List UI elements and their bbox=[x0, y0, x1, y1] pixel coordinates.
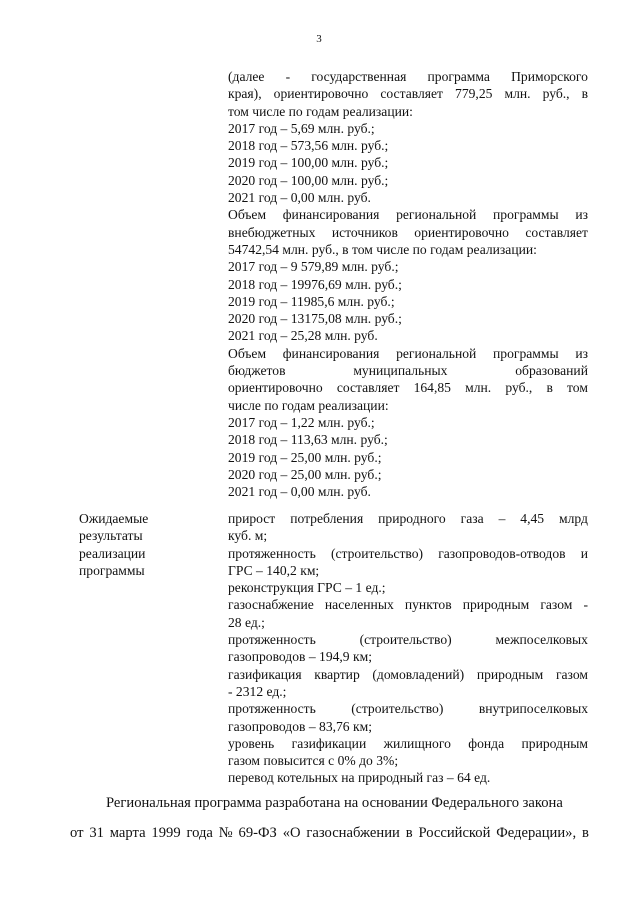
funding-section bbox=[228, 68, 588, 500]
page-number: 3 bbox=[316, 33, 322, 45]
funding-line: 2017 год – 9 579,89 млн. руб.; bbox=[228, 259, 399, 275]
funding-line: 54742,54 млн. руб., в том числе по годам реализации: bbox=[228, 241, 537, 257]
funding-line: края), ориентировочно составляет 779,25 млн. руб., в bbox=[228, 86, 588, 102]
funding-line: том числе по годам реализации: bbox=[228, 103, 413, 119]
results-line: газификация квартир (домовладений) природным газом bbox=[228, 666, 588, 682]
results-line: уровень газификации жилищного фонда природным bbox=[228, 735, 588, 751]
results-label-line: программы bbox=[79, 562, 145, 578]
results-line: газоснабжение населенных пунктов природным газом - bbox=[228, 597, 588, 613]
results-line: протяженность (строительство) внутрипоселковых bbox=[228, 701, 588, 717]
funding-line: бюджетов муниципальных образований bbox=[228, 363, 588, 379]
paragraph-line: от 31 марта 1999 года № 69-ФЗ «О газоснабжении в Российской Федерации», в bbox=[70, 825, 589, 841]
results-label bbox=[79, 510, 199, 579]
funding-line: 2020 год – 25,00 млн. руб.; bbox=[228, 466, 382, 482]
results-line: газопроводов – 194,9 км; bbox=[228, 649, 372, 665]
results-line: - 2312 ед.; bbox=[228, 683, 287, 699]
funding-line: 2021 год – 25,28 млн. руб. bbox=[228, 328, 378, 344]
results-line: прирост потребления природного газа – 4,45 млрд bbox=[228, 511, 588, 526]
funding-line: внебюджетных источников ориентировочно составляет bbox=[228, 224, 588, 240]
funding-line: 2020 год – 100,00 млн. руб.; bbox=[228, 172, 389, 188]
funding-line: 2019 год – 25,00 млн. руб.; bbox=[228, 449, 382, 465]
results-label-line: реализации bbox=[79, 545, 146, 561]
results-line: газом повысится с 0% до 3%; bbox=[228, 753, 399, 769]
funding-line: 2020 год – 13175,08 млн. руб.; bbox=[228, 311, 402, 327]
funding-line: 2017 год – 1,22 млн. руб.; bbox=[228, 414, 375, 430]
results-line: 28 ед.; bbox=[228, 614, 265, 630]
funding-line: 2021 год – 0,00 млн. руб. bbox=[228, 190, 371, 206]
funding-line: 2018 год – 573,56 млн. руб.; bbox=[228, 138, 389, 154]
funding-line: числе по годам реализации: bbox=[228, 397, 389, 413]
results-label-line: результаты bbox=[79, 528, 143, 544]
results-line: протяженность (строительство) межпоселковых bbox=[228, 632, 588, 648]
body-paragraph bbox=[70, 788, 589, 848]
results-line: протяженность (строительство) газопроводов-отводов и bbox=[228, 545, 588, 561]
funding-line: 2018 год – 113,63 млн. руб.; bbox=[228, 432, 388, 448]
funding-line: 2017 год – 5,69 млн. руб.; bbox=[228, 120, 375, 136]
results-label-line: Ожидаемые bbox=[79, 511, 149, 526]
results-line: газопроводов – 83,76 км; bbox=[228, 718, 372, 734]
funding-line: Объем финансирования региональной программы из bbox=[228, 345, 588, 361]
results-line: реконструкция ГРС – 1 ед.; bbox=[228, 580, 386, 596]
funding-line: 2018 год – 19976,69 млн. руб.; bbox=[228, 276, 402, 292]
funding-line: ориентировочно составляет 164,85 млн. руб., в том bbox=[228, 380, 588, 396]
results-line: куб. м; bbox=[228, 528, 268, 544]
funding-line: (далее - государственная программа Приморского bbox=[228, 69, 588, 84]
results-section bbox=[228, 510, 588, 787]
results-line: перевод котельных на природный газ – 64 ед. bbox=[228, 770, 491, 786]
funding-line: 2021 год – 0,00 млн. руб. bbox=[228, 484, 371, 500]
paragraph-line: Региональная программа разработана на основании Федерального закона bbox=[106, 795, 563, 811]
funding-line: 2019 год – 100,00 млн. руб.; bbox=[228, 155, 389, 171]
results-line: ГРС – 140,2 км; bbox=[228, 562, 320, 578]
funding-line: Объем финансирования региональной программы из bbox=[228, 207, 588, 223]
funding-line: 2019 год – 11985,6 млн. руб.; bbox=[228, 293, 395, 309]
